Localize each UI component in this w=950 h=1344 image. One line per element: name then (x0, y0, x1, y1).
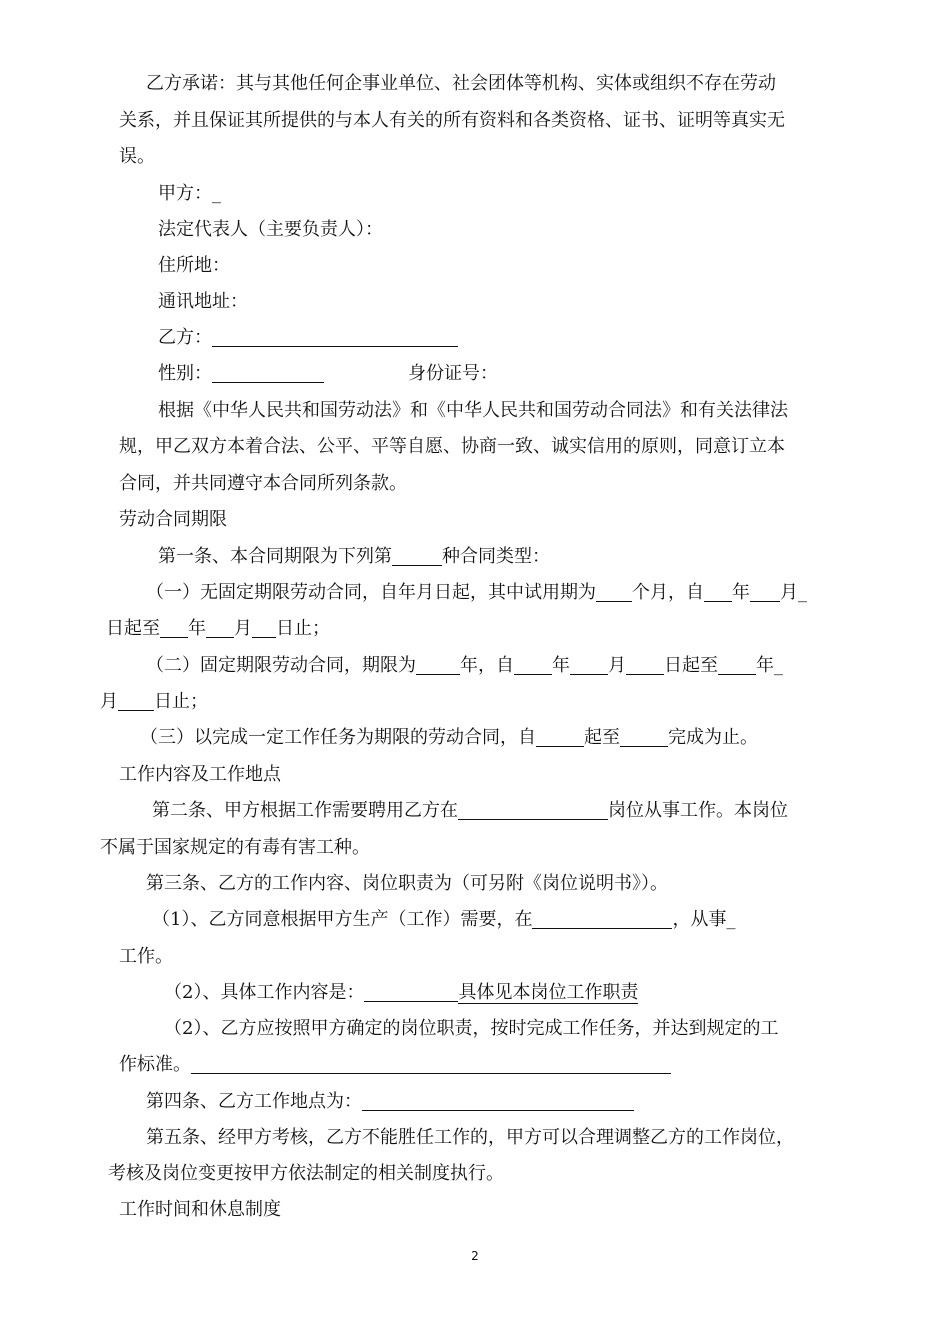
term-2-year-blank[interactable] (514, 656, 552, 675)
party-b-label: 乙方： (158, 327, 212, 348)
article-1 (158, 545, 550, 569)
article-2-line-1 (152, 799, 788, 823)
term-1-line-1 (146, 581, 807, 605)
term-2-end-month: 月 (100, 691, 118, 712)
term-3-tail: 完成为止。 (668, 727, 758, 748)
article-5-line-2: 考核及岗位变更按甲方依法制定的相关制度执行。 (108, 1163, 504, 1184)
term-2-year: 年 (552, 655, 570, 676)
work-standard-blank[interactable] (191, 1055, 671, 1074)
item-1-line-1 (152, 908, 735, 932)
term-1-month-blank[interactable] (750, 583, 780, 602)
term-3-text: （三）以完成一定工作任务为期限的劳动合同，自 (140, 727, 536, 748)
item-2-underlined-value: 具体见本岗位工作职责 (458, 982, 639, 1003)
legal-representative-label: 法定代表人（主要负责人）： (158, 219, 383, 240)
preamble-line-2: 规，甲乙双方本着合法、公平、平等自愿、协商一致、诚实信用的原则，同意订立本 (119, 436, 785, 457)
item-3-line-1: （2）、乙方应按照甲方确定的岗位职责，按时完成工作任务，并达到规定的工 (164, 1018, 779, 1039)
section-heading-term: 劳动合同期限 (119, 509, 227, 530)
article-5-line-1: 第五条、经甲方考核，乙方不能胜任工作的，甲方可以合理调整乙方的工作岗位， (146, 1127, 794, 1148)
term-1-end-day: 日止； (276, 618, 330, 639)
article-3: 第三条、乙方的工作内容、岗位职责为（可另附《岗位说明书》）。 (146, 873, 668, 894)
term-2-day-blank[interactable] (626, 656, 664, 675)
party-b-blank[interactable] (212, 328, 458, 347)
item-1-line-2: 工作。 (119, 946, 173, 967)
item-3-line-2 (119, 1053, 671, 1077)
promise-line-1: 乙方承诺：其与其他任何企事业单位、社会团体等机构、实体或组织不存在劳动 (146, 73, 776, 94)
term-3-task-blank[interactable] (620, 728, 668, 747)
term-1-end-day-blank[interactable] (252, 619, 276, 638)
term-2-end-year-blank[interactable] (718, 656, 756, 675)
item-2-text: （2）、具体工作内容是： (164, 982, 365, 1003)
contract-type-blank[interactable] (392, 547, 442, 566)
article-2-text: 第二条、甲方根据工作需要聘用乙方在 (152, 800, 458, 821)
term-1-end-year-blank[interactable] (160, 619, 188, 638)
article-2-line-2: 不属于国家规定的有毒有害工种。 (100, 837, 370, 858)
id-number-label: 身份证号： (408, 363, 498, 384)
term-1-until: 日起至 (106, 618, 160, 639)
term-2-end-day: 日止； (154, 691, 208, 712)
term-1-text: （一）无固定期限劳动合同，自年月日起，其中试用期为 (146, 582, 596, 603)
residence-label: 住所地： (158, 255, 230, 276)
probation-months-blank[interactable] (596, 583, 632, 602)
gender-blank[interactable] (212, 364, 324, 383)
gender-label: 性别： (158, 363, 212, 384)
term-1-from: 个月，自 (632, 582, 704, 603)
term-2-month: 月 (608, 655, 626, 676)
article-1-tail: 种合同类型： (442, 546, 550, 567)
term-3-until: 起至 (584, 727, 620, 748)
item-2-blank[interactable] (364, 983, 458, 1002)
term-1-month: 月_ (780, 582, 807, 603)
term-1-line-2 (106, 617, 330, 641)
work-location-blank[interactable] (532, 910, 672, 929)
preamble-line-1: 根据《中华人民共和国劳动法》和《中华人民共和国劳动合同法》和有关法律法 (158, 400, 788, 421)
preamble-line-3: 合同，并共同遵守本合同所列条款。 (119, 473, 407, 494)
term-1-end-month-blank[interactable] (206, 619, 234, 638)
term-2-end-year: 年_ (756, 655, 783, 676)
term-3 (140, 726, 758, 750)
term-3-start-blank[interactable] (536, 728, 584, 747)
term-2-from: 年，自 (460, 655, 514, 676)
party-b-line (158, 326, 458, 350)
section-heading-time: 工作时间和休息制度 (119, 1199, 281, 1220)
promise-line-2: 关系，并且保证其所提供的与本人有关的所有资料和各类资格、证书、证明等真实无 (119, 110, 785, 131)
gender-line (158, 362, 324, 386)
term-1-year-blank[interactable] (704, 583, 732, 602)
workplace-blank[interactable] (362, 1092, 634, 1111)
item-2 (164, 981, 638, 1005)
term-2-end-day-blank[interactable] (118, 692, 154, 711)
term-2-month-blank[interactable] (570, 656, 608, 675)
article-4 (146, 1090, 634, 1114)
term-2-until: 日起至 (664, 655, 718, 676)
term-2-line-1 (146, 654, 783, 678)
term-1-year: 年 (732, 582, 750, 603)
section-heading-work: 工作内容及工作地点 (119, 764, 281, 785)
mailing-address-label: 通讯地址： (158, 291, 248, 312)
item-1-tail: ，从事_ (672, 909, 736, 930)
term-2-years-blank[interactable] (416, 656, 460, 675)
position-blank[interactable] (458, 801, 608, 820)
item-3-text: 作标准。 (119, 1054, 191, 1075)
term-2-line-2 (100, 690, 208, 714)
term-2-text: （二）固定期限劳动合同，期限为 (146, 655, 416, 676)
article-1-text: 第一条、本合同期限为下列第 (158, 546, 392, 567)
term-1-end-month: 月 (234, 618, 252, 639)
article-2-tail: 岗位从事工作。本岗位 (608, 800, 788, 821)
promise-line-3: 误。 (119, 146, 155, 167)
article-4-text: 第四条、乙方工作地点为： (146, 1091, 362, 1112)
page-number: 2 (471, 1249, 479, 1263)
item-1-text: （1）、乙方同意根据甲方生产（工作）需要，在 (152, 909, 533, 930)
term-1-end-year: 年 (188, 618, 206, 639)
party-a-label: 甲方：_ (158, 183, 221, 204)
